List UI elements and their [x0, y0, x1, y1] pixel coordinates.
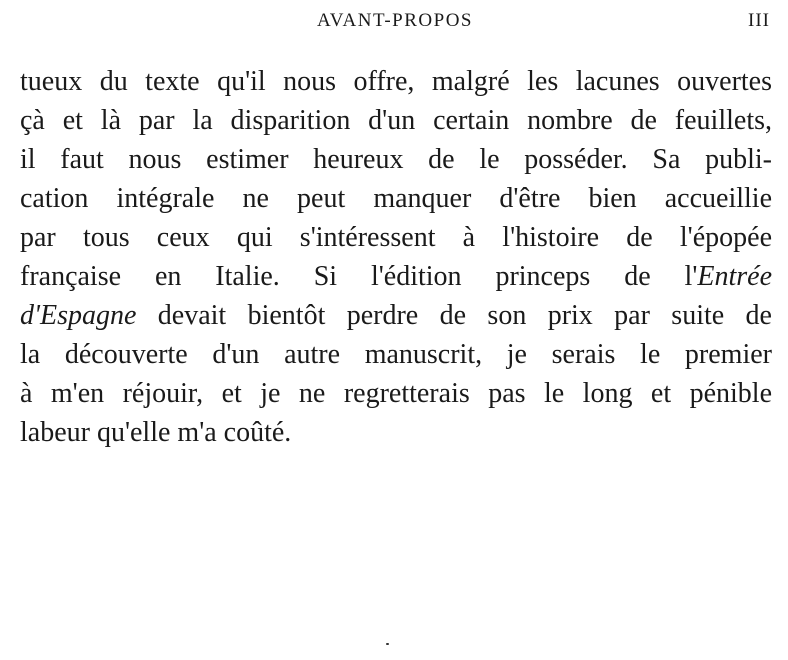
text-line-10: labeur qu'elle m'a coûté. — [20, 417, 292, 448]
running-title: AVANT-PROPOS — [317, 10, 473, 31]
body-paragraph — [20, 62, 772, 452]
text-line-3: il faut nous estimer heureux de le posséder. Sa publi- — [20, 144, 772, 175]
text-line-6-roman: française en Italie. Si l'édition princeps de l' — [20, 261, 698, 292]
page-number: III — [748, 10, 770, 31]
running-head — [20, 10, 770, 34]
text-line-1: tueux du texte qu'il nous offre, malgré les lacunes ouvertes — [20, 66, 772, 97]
text-line-2: çà et là par la disparition d'un certain nombre de feuillets, — [20, 105, 772, 136]
title-italic-entree: Entrée — [697, 261, 772, 292]
text-line-6 — [20, 257, 772, 296]
text-line-4: cation intégrale ne peut manquer d'être bien accueillie — [20, 183, 772, 214]
text-line-5: par tous ceux qui s'intéressent à l'histoire de l'épopée — [20, 222, 772, 253]
text-line-7-roman: devait bientôt perdre de son prix par suite de — [136, 300, 772, 331]
text-line-8: la découverte d'un autre manuscrit, je serais le premier — [20, 339, 772, 370]
text-line-7 — [20, 296, 772, 335]
print-speck — [386, 643, 389, 645]
text-line-9: à m'en réjouir, et je ne regretterais pas le long et pénible — [20, 378, 772, 409]
title-italic-espagne: d'Espagne — [20, 300, 137, 331]
